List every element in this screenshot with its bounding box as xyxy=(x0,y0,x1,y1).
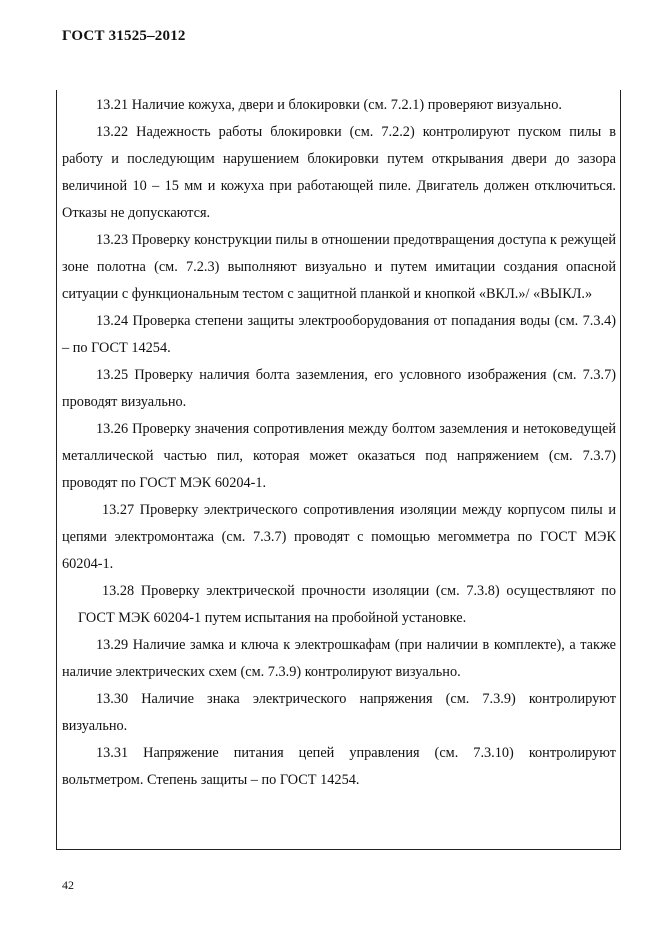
paragraph-13-21: 13.21 Наличие кожуха, двери и блокировки (см. 7.2.1) проверяют визуально. xyxy=(96,97,562,113)
document-body xyxy=(62,92,616,794)
paragraph-13-24: 13.24 Проверка степени защиты электрооборудования от попадания воды (см. 7.3.4) – по ГОСТ 14254. xyxy=(62,313,616,356)
paragraph-13-26: 13.26 Проверку значения сопротивления между болтом заземления и нетоковедущей металлической частью пил, которая может оказаться под напряжением (см. 7.3.7) проводят по ГОСТ МЭК 60204-1. xyxy=(62,421,616,491)
paragraph-13-22: 13.22 Надежность работы блокировки (см. 7.2.2) контролируют пуском пилы в работу и последующим нарушением блокировки путем открывания двери до зазора величиной 10 – 15 мм и кожуха при работающей пиле. Двигатель должен отключиться. Отказы не допускаются. xyxy=(62,124,616,221)
page-number: 42 xyxy=(62,878,74,892)
paragraph-13-27: 13.27 Проверку электрического сопротивления изоляции между корпусом пилы и цепями электромонтажа (см. 7.3.7) проводят с помощью мегомметра по ГОСТ МЭК 60204-1. xyxy=(62,502,616,572)
document-header: ГОСТ 31525–2012 xyxy=(62,28,186,44)
paragraph-13-29: 13.29 Наличие замка и ключа к электрошкафам (при наличии в комплекте), а также наличие электрических схем (см. 7.3.9) контролируют визуально. xyxy=(62,637,616,680)
paragraph-13-23: 13.23 Проверку конструкции пилы в отношении предотвращения доступа к режущей зоне полотна (см. 7.2.3) выполняют визуально и путем имитации создания опасной ситуации с функциональным тестом с защитной планкой и кнопкой «ВКЛ.»/ «ВЫКЛ.» xyxy=(62,232,616,302)
paragraph-13-28: 13.28 Проверку электрической прочности изоляции (см. 7.3.8) осуществляют по ГОСТ МЭК 60204-1 путем испытания на пробойной установке. xyxy=(78,583,616,626)
paragraph-13-30: 13.30 Наличие знака электрического напряжения (см. 7.3.9) контролируют визуально. xyxy=(62,691,616,734)
paragraph-13-31: 13.31 Напряжение питания цепей управления (см. 7.3.10) контролируют вольтметром. Степень защиты – по ГОСТ 14254. xyxy=(62,745,616,788)
paragraph-13-25: 13.25 Проверку наличия болта заземления, его условного изображения (см. 7.3.7) проводят визуально. xyxy=(62,367,616,410)
